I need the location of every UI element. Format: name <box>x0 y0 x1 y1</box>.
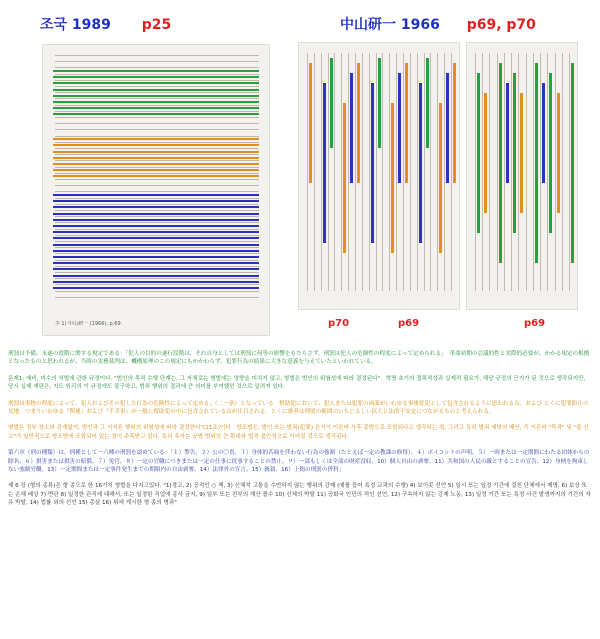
scan-text-line <box>55 204 259 205</box>
highlight-underline <box>53 169 259 171</box>
scan-text-line <box>55 222 259 223</box>
scan-text-line <box>55 154 259 155</box>
scan-text-line <box>55 210 259 211</box>
scan-text-line <box>55 92 259 93</box>
scan-text-line <box>55 241 259 242</box>
scan-text-column <box>562 53 563 291</box>
highlight-underline <box>53 107 259 109</box>
scan-text-line <box>55 136 259 137</box>
highlight-mark <box>571 63 574 263</box>
scan-label-p69-right: p69 <box>524 318 546 329</box>
highlight-mark <box>343 103 346 253</box>
scan-text-line <box>55 98 259 99</box>
scan-text-column <box>376 53 377 291</box>
highlight-mark <box>419 83 422 243</box>
scan-text-line <box>55 117 259 118</box>
highlight-underline <box>53 237 259 239</box>
paragraph-kr-3: 제 6 장 (형의 종류)은 형 종으로 한 16가지 형벌을 다지고있다. "1)경고, 2) 공적인 ○ 책, 3) 신체적 고통을 수반하지 않는 행위의 강제 (예를 들어 특정 교과의 수행) 4) 보이콧 선언 5) 일시 또는 일정 기간에 걸친 단체에서 제명, 6) 보상 또는 손해 배상 7) 면관 8) 일정한 관직에 대해서, 또는 일정한 직업에 종사 금지, 9) 일부 또는 전부의 재산 몰수 10) 신체의 박탈 11) 공화국 인민의 적인 선언, 12) 구속하지 않는 강제 노동, 13) 일정 기간 또는 특정 사건 발생까지의 기간의 자유 박탈, 14) 법률 외의 선언 15) 총살 16) 위에 게시한 형 종의 병과" <box>8 483 591 507</box>
highlight-mark <box>549 73 552 233</box>
scan-text-line <box>55 80 259 81</box>
scan-text-line <box>55 111 259 112</box>
header-right-title: 中山研一 1966 <box>340 17 440 33</box>
highlight-mark <box>542 83 545 183</box>
highlight-underline <box>53 281 259 283</box>
scan-text-column <box>307 53 308 291</box>
translation-text <box>8 350 592 516</box>
scan-text-line <box>55 229 259 230</box>
highlight-underline <box>53 219 259 221</box>
highlight-mark <box>453 63 456 183</box>
scan-text-column <box>475 53 476 291</box>
highlight-underline <box>53 175 259 177</box>
header-right <box>340 14 536 34</box>
scan-korean-page <box>42 44 270 336</box>
scan-text-column <box>444 53 445 291</box>
scan-text-line <box>55 235 259 236</box>
scan-text-column <box>362 53 363 291</box>
highlight-underline <box>53 163 259 165</box>
highlight-underline <box>53 206 259 208</box>
highlight-mark <box>426 58 429 148</box>
paragraph-jp-1: 刑罰は予備、未遂の段階に関する規定である：「犯人の目的の遂行段階は、それ自身としては刑罰に何等の影響をもたらさず、刑罰は犯人の危険性の程度によって定められる」 革命初期の会議的性と実際的必要が、かかる規定の根拠となったものと思われるが、当時の実務裁判は、機構原理のこの規定にもかかわらず、犯罪行為の結果に大きな意義を与えていたといわれている。 <box>8 351 590 366</box>
header-right-ref: p69, p70 <box>466 17 536 33</box>
scan-text-column <box>555 53 556 291</box>
highlight-underline <box>53 213 259 215</box>
scan-text-line <box>55 185 259 186</box>
scan-text-line <box>55 61 259 62</box>
highlight-underline <box>53 89 259 91</box>
highlight-mark <box>477 73 480 233</box>
scan-text-column <box>328 53 329 291</box>
scan-japanese-page-70 <box>298 42 460 310</box>
highlight-mark <box>520 93 523 213</box>
scan-japanese-page-69 <box>466 42 578 310</box>
scan-text-line <box>55 266 259 267</box>
scan-text-line <box>55 67 259 68</box>
scan-label-p69-mid: p69 <box>398 318 420 329</box>
scan-text-column <box>389 53 390 291</box>
highlight-mark <box>398 73 401 183</box>
highlight-mark <box>484 93 487 213</box>
scan-text-line <box>55 247 259 248</box>
scan-text-line <box>55 167 259 168</box>
highlight-mark <box>350 73 353 183</box>
highlight-underline <box>53 256 259 258</box>
scan-label-p70: p70 <box>328 318 350 329</box>
scan-text-column <box>348 53 349 291</box>
scan-text-column <box>430 53 431 291</box>
scan-text-column <box>403 53 404 291</box>
scan-text-line <box>55 191 259 192</box>
scan-text-column <box>569 53 570 291</box>
highlight-underline <box>53 225 259 227</box>
scan-text-column <box>482 53 483 291</box>
highlight-underline <box>53 70 259 72</box>
highlight-mark <box>330 58 333 148</box>
highlight-mark <box>506 83 509 183</box>
scan-text-column <box>396 53 397 291</box>
highlight-underline <box>53 113 259 115</box>
highlight-mark <box>499 63 502 263</box>
scan-text-line <box>55 179 259 180</box>
paragraph-jp-3: 第六章（刑の種類）は、刑種として一六種の刑罰を認めている：「１）警告、２）公の〇責、３）身体的苦痛を伴わない行為の強制（たとえば一定の教課の修得）、４）ボイコットの声明、５）一時または一定期間にわたる団体からの除名、６）損害または損害の賠償、７）免官、８）一定の官職につきまたは一定の仕事に従事することの禁止、９）一部もしくは全部の財産没収、10）個人自由の剥奪、11）共和国の人民の敵とすることの宣告、12）身柄を拘束しない強制労働、13）一定期間または一定事件発生までの期限内の自由剥奪、14）法律外の宣言、15）銃殺、16）上掲の刑罰の併科」 <box>8 450 590 474</box>
scan-text-column <box>511 53 512 291</box>
scan-text-column <box>355 53 356 291</box>
scan-text-line <box>55 278 259 279</box>
highlight-underline <box>53 262 259 264</box>
highlight-underline <box>53 268 259 270</box>
scan-text-column <box>424 53 425 291</box>
scan-text-column <box>504 53 505 291</box>
highlight-mark <box>323 83 326 243</box>
highlight-mark <box>535 63 538 263</box>
scan-text-column <box>369 53 370 291</box>
scan-text-line <box>55 105 259 106</box>
scan-text-line <box>55 123 259 124</box>
highlight-underline <box>53 244 259 246</box>
scan-text-column <box>437 53 438 291</box>
scan-text-column <box>547 53 548 291</box>
scan-text-column <box>526 53 527 291</box>
header-left-title: 조국 1989 <box>40 17 111 33</box>
paragraph-kr-1: 문제1: 예비, 미수의 처벌에 관한 규정이다. "범인의 목적 수행 단계는, 그 자체로는 형벌에는 영향을 미치지 않고, 형벌은 범인의 위험성에 따라 결정된다" 혁명 초기의 절목적성과 실제적 필요가, 해당 규정의 근거가 된 것으로 생각되지만, 당시 실제 재판은, 지도 원리의 이 규정에도 불구하고, 범죄 행위의 결과에 큰 의미를 부여했던 것으로 알려져 있다. <box>8 375 586 391</box>
scan-text-column <box>489 53 490 291</box>
highlight-mark <box>378 58 381 148</box>
highlight-underline <box>53 82 259 84</box>
highlight-mark <box>391 103 394 253</box>
scan-text-line <box>55 297 259 298</box>
scan-text-line <box>55 260 259 261</box>
scan-text-line <box>55 272 259 273</box>
highlight-mark <box>557 93 560 213</box>
highlight-mark <box>371 83 374 243</box>
highlight-underline <box>53 200 259 202</box>
scan-text-column <box>518 53 519 291</box>
scan-text-column <box>410 53 411 291</box>
scan-text-line <box>55 86 259 87</box>
highlight-mark <box>357 63 360 183</box>
scan-text-line <box>55 216 259 217</box>
scan-text-line <box>55 142 259 143</box>
highlight-underline <box>53 231 259 233</box>
highlight-underline <box>53 287 259 289</box>
highlight-underline <box>53 144 259 146</box>
scan-text-line <box>55 160 259 161</box>
highlight-mark <box>309 63 312 183</box>
paragraph-jp-2: 刑罰は事物の程度によって、犯人およびその犯した行為の危険性によって定める」（二一条）となっている 幇助犯において、犯人または犯罪の両面がいわゆる事後従犯として包含されるように思われる点、および とくに犯罪防止の見地 つまりいわゆる『関連』および『不幸事』が一般に幇助犯の中に包含されている点が注目される。とくに後者は刑罰の範囲のいちじるしい拡大と法的不安定につながるものと考えられる。 <box>8 400 589 416</box>
scan-text-column <box>540 53 541 291</box>
highlight-underline <box>53 194 259 196</box>
scan-text-line <box>55 284 259 285</box>
highlight-mark <box>513 73 516 233</box>
scan-text-line <box>55 291 259 292</box>
highlight-underline <box>53 250 259 252</box>
highlight-underline <box>53 138 259 140</box>
scan-text-column <box>321 53 322 291</box>
highlight-mark <box>446 73 449 183</box>
scan-text-line <box>55 74 259 75</box>
scan-text-line <box>55 253 259 254</box>
highlight-underline <box>53 95 259 97</box>
header-left <box>40 14 171 34</box>
scan-text-column <box>341 53 342 291</box>
scan-text-column <box>334 53 335 291</box>
scan-text-column <box>451 53 452 291</box>
highlight-underline <box>53 101 259 103</box>
scan-text-line <box>55 55 259 56</box>
scan-text-line <box>55 148 259 149</box>
scan-text-line <box>55 173 259 174</box>
header-left-ref: p25 <box>141 17 172 33</box>
scan-text-column <box>497 53 498 291</box>
highlight-underline <box>53 151 259 153</box>
scan-text-column <box>314 53 315 291</box>
paragraph-kr-2: 형벌은 정부 장소와 관계없이, 범인과 그 저지른 행위의 위험성에 따라 결정한다"(21조)이다 방조범은, 범인 또는 범죄(犯罪) 온식이 이른바 사후 종범으로 포함되다고 생각되는 점, 그리고 특히 범죄 예방의 때안, 즉 이른바 "묵과" 및 "불 신고"가 일반적으로 방조범에 포함되어 있는 점이 주목받고 있다. 특히 후자는 공범 범위의 큰 확대와 법적 불안정으로 이어질 것으로 생각된다. <box>8 425 589 440</box>
highlight-underline <box>53 157 259 159</box>
scan-text-line <box>55 198 259 199</box>
highlight-underline <box>53 76 259 78</box>
highlight-mark <box>405 63 408 183</box>
scan-left-footnote: 주 1) 中山研一 (1966), p.69. <box>55 321 123 327</box>
scan-text-line <box>55 129 259 130</box>
highlight-mark <box>439 103 442 253</box>
highlight-underline <box>53 275 259 277</box>
scan-text-column <box>533 53 534 291</box>
scan-text-column <box>382 53 383 291</box>
scan-text-column <box>417 53 418 291</box>
